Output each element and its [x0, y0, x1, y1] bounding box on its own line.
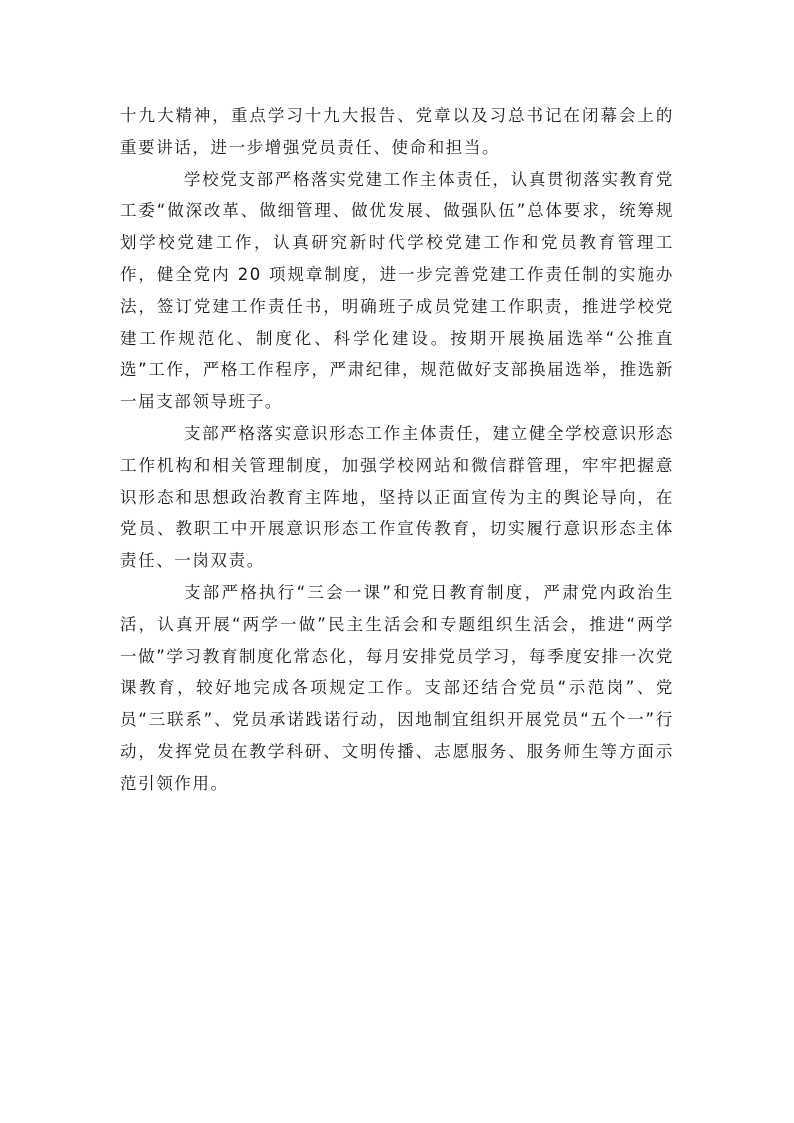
- paragraph-continuation: 十九大精神，重点学习十九大报告、党章以及习总书记在闭幕会上的重要讲话，进一步增强党员责任、使命和担当。: [120, 106, 674, 157]
- document-body: [120, 100, 674, 800]
- paragraph-education-system: 支部严格执行“三会一课”和党日教育制度，严肃党内政治生活，认真开展“两学一做”民主生活会和专题组织生活会，推进“两学一做”学习教育制度化常态化，每月安排党员学习，每季度安排一次党课教育，较好地完成各项规定工作。支部还结合党员“示范岗”、党员“三联系”、党员承诺践诺行动，因地制宜组织开展党员“五个一”行动，发挥党员在教学科研、文明传播、志愿服务、服务师生等方面示范引领作用。: [120, 582, 674, 793]
- paragraph-party-building: 学校党支部严格落实党建工作主体责任，认真贯彻落实教育党工委“做深改革、做细管理、做优发展、做强队伍”总体要求，统筹规划学校党建工作，认真研究新时代学校党建工作和党员教育管理工作，健全党内 20 项规章制度，进一步完善党建工作责任制的实施办法，签订党建工作责任书，明确班子成员党建工作职责，推进学校党建工作规范化、制度化、科学化建设。按期开展换届选举“公推直选”工作，严格工作程序，严肃纪律，规范做好支部换届选举，推选新一届支部领导班子。: [120, 169, 674, 412]
- paragraph-ideology: 支部严格落实意识形态工作主体责任，建立健全学校意识形态工作机构和相关管理制度，加强学校网站和微信群管理，牢牢把握意识形态和思想政治教育主阵地，坚持以正面宣传为主的舆论导向，在党员、教职工中开展意识形态工作宣传教育，切实履行意识形态主体责任、一岗双责。: [120, 423, 674, 571]
